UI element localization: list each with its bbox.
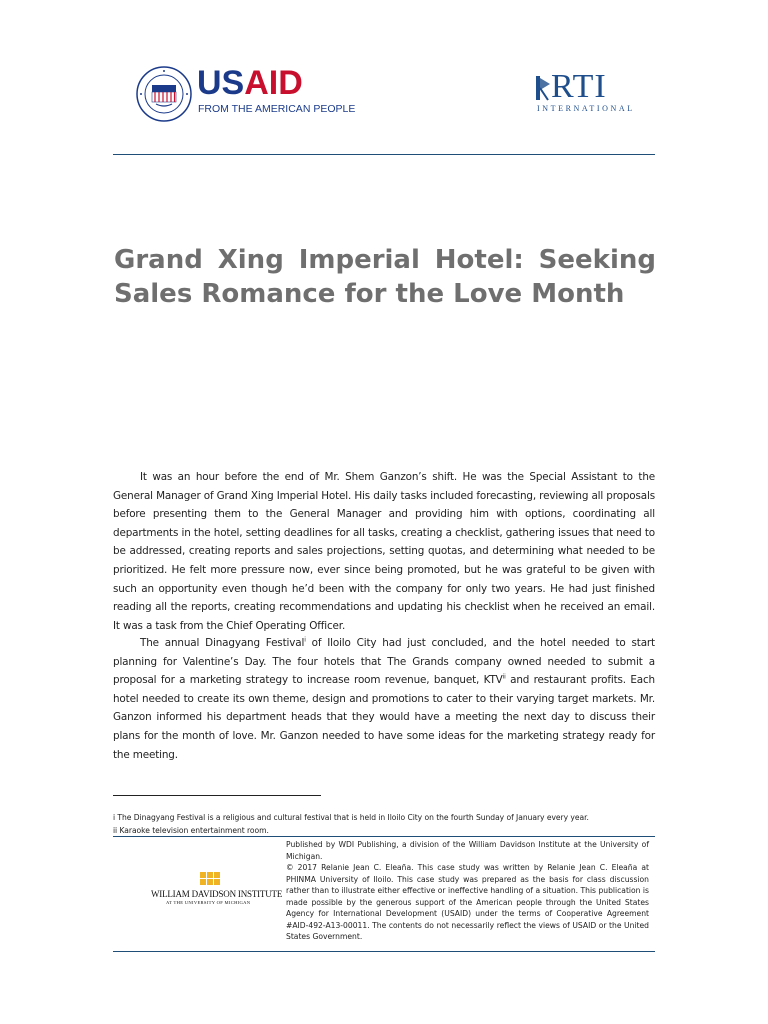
body-paragraph-1: It was an hour before the end of Mr. Shem Ganzon’s shift. He was the Special Assistant to the General Manager of Grand Xing Imperial Hotel. His daily tasks included forecasting, reviewing all proposals before presenting them to the General Manager and providing him with options, coordinating all departments in the hotel, setting deadlines for all tasks, creating a checklist, gathering issues that need to be addressed, creating reports and sales projections, setting quotas, and determining what needed to be prioritized. He felt more pressure now, ever since being promoted, but he was grateful to be given with such an opportunity even though he’d been with the company for only two years. He had just finished reading all the reports, creating recommendations and updating his checklist when he received an email. It was a task from the Chief Operating Officer. <box>113 471 655 632</box>
publisher-divider-top <box>113 836 655 837</box>
rti-wordmark: RTI <box>551 68 607 105</box>
para2-part-b: of Iloilo City had just concluded, and the hotel needed to start planning for Valentine’s Day. The four hotels that The Grands company owned needed to submit a proposal for a marketing strategy to increase room revenue, banquet, KTV <box>113 637 655 687</box>
wdi-subtitle: AT THE UNIVERSITY OF MICHIGAN <box>166 900 251 905</box>
para2-part-a: The annual Dinagyang Festival <box>140 637 305 649</box>
publisher-divider-bottom <box>113 951 655 952</box>
rti-mark-icon <box>534 74 552 102</box>
usaid-seal-icon <box>136 66 192 122</box>
publisher-line-1: Published by WDI Publishing, a division of the William Davidson Institute at the University of Michigan. <box>286 840 649 861</box>
usaid-word-aid: AID <box>244 64 303 102</box>
page-title <box>114 243 656 311</box>
footnote-divider <box>113 795 321 796</box>
page-title-line-2: Sales Romance for the Love Month <box>114 279 625 309</box>
header-divider <box>113 154 655 155</box>
footnote-ref-1: i <box>304 636 306 644</box>
usaid-tagline: FROM THE AMERICAN PEOPLE <box>198 103 356 115</box>
usaid-wordmark <box>197 66 303 100</box>
usaid-word-us: US <box>197 64 245 102</box>
rti-subtitle: INTERNATIONAL <box>537 104 635 113</box>
footnote-ref-2: ii <box>502 673 506 681</box>
body-paragraph-2 <box>113 634 655 764</box>
wdi-name: WILLIAM DAVIDSON INSTITUTE <box>151 889 283 899</box>
footnote-2: ii Karaoke television entertainment room. <box>113 826 269 835</box>
footnote-1: i The Dinagyang Festival is a religious and cultural festival that is held in Iloilo City on the fourth Sunday of January every year. <box>113 813 589 822</box>
page-title-line-1: Grand Xing Imperial Hotel: Seeking <box>114 245 656 275</box>
publisher-text <box>286 839 649 943</box>
publisher-line-2: © 2017 Relanie Jean C. Eleaña. This case study was written by Relanie Jean C. Eleaña at PHINMA University of Iloilo. This case study was prepared as the basis for class discussion rather than to illustrate either effective or ineffective handling of a situation. This publication is made possible by the generous support of the American people through the United States Agency for International Development (USAID) under the terms of Cooperative Agreement #AID-492-A13-00011. The contents do not necessarily reflect the views of USAID or the United States Government. <box>286 863 649 941</box>
para2-part-c: and restaurant profits. Each hotel needed to create its own theme, design and promotions to cater to their varying target markets. Mr. Ganzon informed his department heads that they would have a meeting the next day to discuss their plans for the month of love. Mr. Ganzon needed to have some ideas for the marketing strategy ready for the meeting. <box>113 674 655 761</box>
wdi-squares-icon <box>200 872 220 886</box>
